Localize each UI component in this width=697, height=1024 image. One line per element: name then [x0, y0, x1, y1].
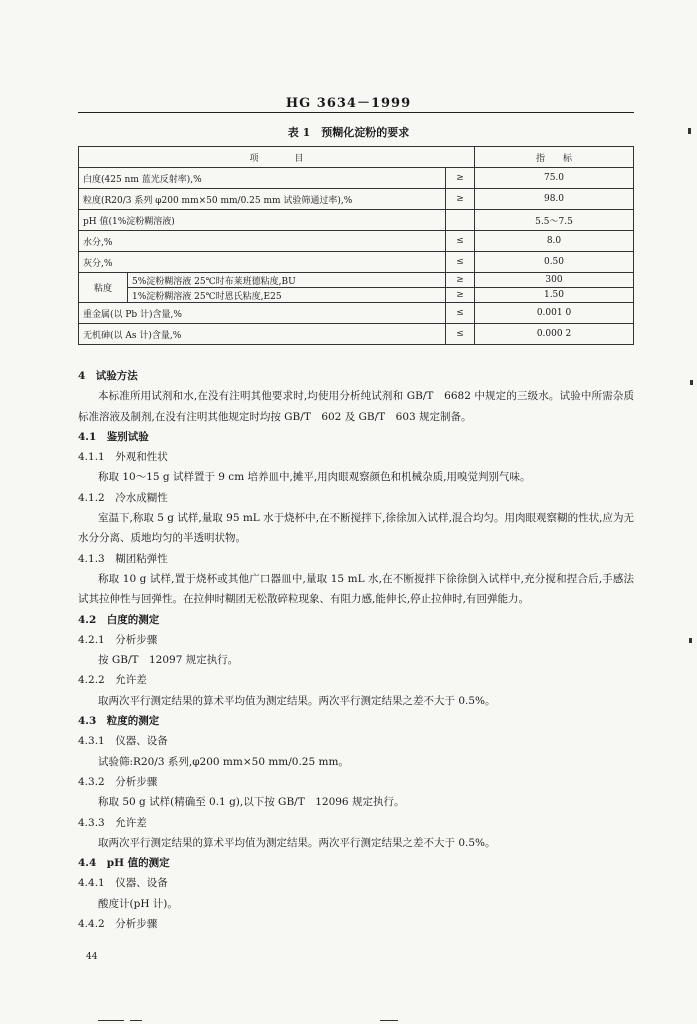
header-rule — [78, 112, 634, 113]
table-row-viscosity — [79, 288, 634, 303]
paragraph: 称取 10～15 g 试样置于 9 cm 培养皿中,摊平,用肉眼观察颜色和机械杂质,用嗅觉判别气味。 — [98, 471, 531, 484]
subsection-heading: 4.4.2 分析步骤 — [78, 918, 158, 931]
column-header-value: 指 标 — [475, 147, 634, 168]
paragraph: 室温下,称取 5 g 试样,量取 95 mL 水于烧杯中,在不断搅拌下,徐徐加入试样,混合均匀。用肉眼观察糊的性状,应为无水分分离、质地均匀的半透明状物。 — [78, 512, 634, 545]
row-operator — [446, 210, 475, 231]
row-item: 5%淀粉糊溶液 25℃时布莱班德粘度,BU — [128, 273, 446, 288]
indented-line: 试验筛:R20/3 系列,φ200 mm×50 mm/0.25 mm。 — [98, 755, 349, 768]
table-row-viscosity — [79, 273, 634, 288]
row-operator: ≤ — [446, 324, 475, 345]
row-item: 灰分,% — [79, 252, 446, 273]
row-value: 75.0 — [475, 168, 634, 189]
table-row — [79, 210, 634, 231]
indented-line: 酸度计(pH 计)。 — [98, 897, 178, 910]
row-value: 5.5～7.5 — [475, 210, 634, 231]
paragraph: 称取 10 g 试样,置于烧杯或其他广口器皿中,量取 15 mL 水,在不断搅拌下徐徐倒入试样中,充分搅和捏合后,手感法试其拉伸性与回弹性。在拉伸时糊团无松散碎粒现象、有阻力感,能伸长,停止拉伸时,有回弹能力。 — [78, 572, 634, 606]
scan-edge-mark — [688, 128, 691, 134]
subsection-heading: 4.3.1 仪器、设备 — [78, 735, 168, 748]
row-operator: ≤ — [446, 252, 475, 273]
column-header-item: 项 目 — [79, 147, 475, 168]
subsection-heading: 4.4.1 仪器、设备 — [78, 877, 168, 890]
table-title: 表 1 预糊化淀粉的要求 — [287, 126, 410, 139]
page-number: 44 — [86, 952, 98, 962]
row-item: 无机砷(以 As 计)含量,% — [79, 324, 446, 345]
table-row — [79, 231, 634, 252]
subsection-heading: 4.2.1 分析步骤 — [78, 633, 158, 646]
row-value: 1.50 — [475, 288, 634, 303]
indented-line: 按 GB/T 12097 规定执行。 — [98, 654, 239, 667]
row-item: pH 值(1%淀粉糊溶液) — [79, 210, 446, 231]
viscosity-label: 粘度 — [79, 273, 128, 303]
table-row — [79, 303, 634, 324]
row-item: 粒度(R20/3 系列 φ200 mm×50 mm/0.25 mm 试验筛通过率),% — [79, 189, 446, 210]
paragraph: 本标准所用试剂和水,在没有注明其他要求时,均使用分析纯试剂和 GB/T 6682 中规定的三级水。试验中所需杂质标准溶液及制剂,在没有注明其他规定时均按 GB/T 602 及 GB/T 603 规定制备。 — [78, 390, 634, 423]
section-heading: 4.2 白度的测定 — [78, 613, 160, 626]
row-value: 0.001 0 — [475, 303, 634, 324]
subsection-heading: 4.2.2 允许差 — [78, 674, 147, 687]
requirements-table — [78, 146, 634, 345]
row-operator: ≥ — [446, 273, 475, 288]
scan-edge-mark — [690, 380, 693, 385]
indented-line: 称取 50 g 试样(精确至 0.1 g),以下按 GB/T 12096 规定执行。 — [98, 796, 405, 809]
row-value: 300 — [475, 273, 634, 288]
row-operator: ≥ — [446, 288, 475, 303]
row-operator: ≤ — [446, 231, 475, 252]
scan-edge-mark — [689, 638, 692, 643]
subsection-heading: 4.1.3 糊团粘弹性 — [78, 552, 168, 565]
row-value: 0.50 — [475, 252, 634, 273]
subsection-heading: 4.3.2 分析步骤 — [78, 775, 158, 788]
row-value: 0.000 2 — [475, 324, 634, 345]
scan-edge-mark — [98, 1020, 124, 1021]
section-heading: 4.1 鉴别试验 — [78, 430, 149, 443]
row-operator: ≥ — [446, 189, 475, 210]
indented-line: 取两次平行测定结果的算术平均值为测定结果。两次平行测定结果之差不大于 0.5%。 — [98, 694, 496, 707]
indented-line: 取两次平行测定结果的算术平均值为测定结果。两次平行测定结果之差不大于 0.5%。 — [98, 836, 496, 849]
table-row — [79, 168, 634, 189]
subsection-heading: 4.1.2 冷水成糊性 — [78, 491, 168, 504]
scan-edge-mark — [130, 1020, 142, 1021]
subsection-heading: 4.1.1 外观和性状 — [78, 451, 168, 464]
standard-code-header: HG 3634－1999 — [285, 96, 412, 111]
row-operator: ≤ — [446, 303, 475, 324]
section-heading: 4.3 粒度的测定 — [78, 715, 160, 728]
section-heading: 4.4 pH 值的测定 — [78, 857, 170, 870]
row-item: 重金属(以 Pb 计)含量,% — [79, 303, 446, 324]
table-row — [79, 324, 634, 345]
row-operator: ≥ — [446, 168, 475, 189]
table-row — [79, 252, 634, 273]
subsection-heading: 4.3.3 允许差 — [78, 816, 147, 829]
section-heading: 4 试验方法 — [78, 370, 138, 382]
scan-edge-mark — [380, 1020, 398, 1021]
row-value: 8.0 — [475, 231, 634, 252]
row-item: 白度(425 nm 蓝光反射率),% — [79, 168, 446, 189]
row-value: 98.0 — [475, 189, 634, 210]
row-item: 水分,% — [79, 231, 446, 252]
table-header-row — [79, 147, 634, 168]
body-text — [78, 366, 634, 934]
table-row — [79, 189, 634, 210]
row-item: 1%淀粉糊溶液 25℃时恩氏粘度,E25 — [128, 288, 446, 303]
